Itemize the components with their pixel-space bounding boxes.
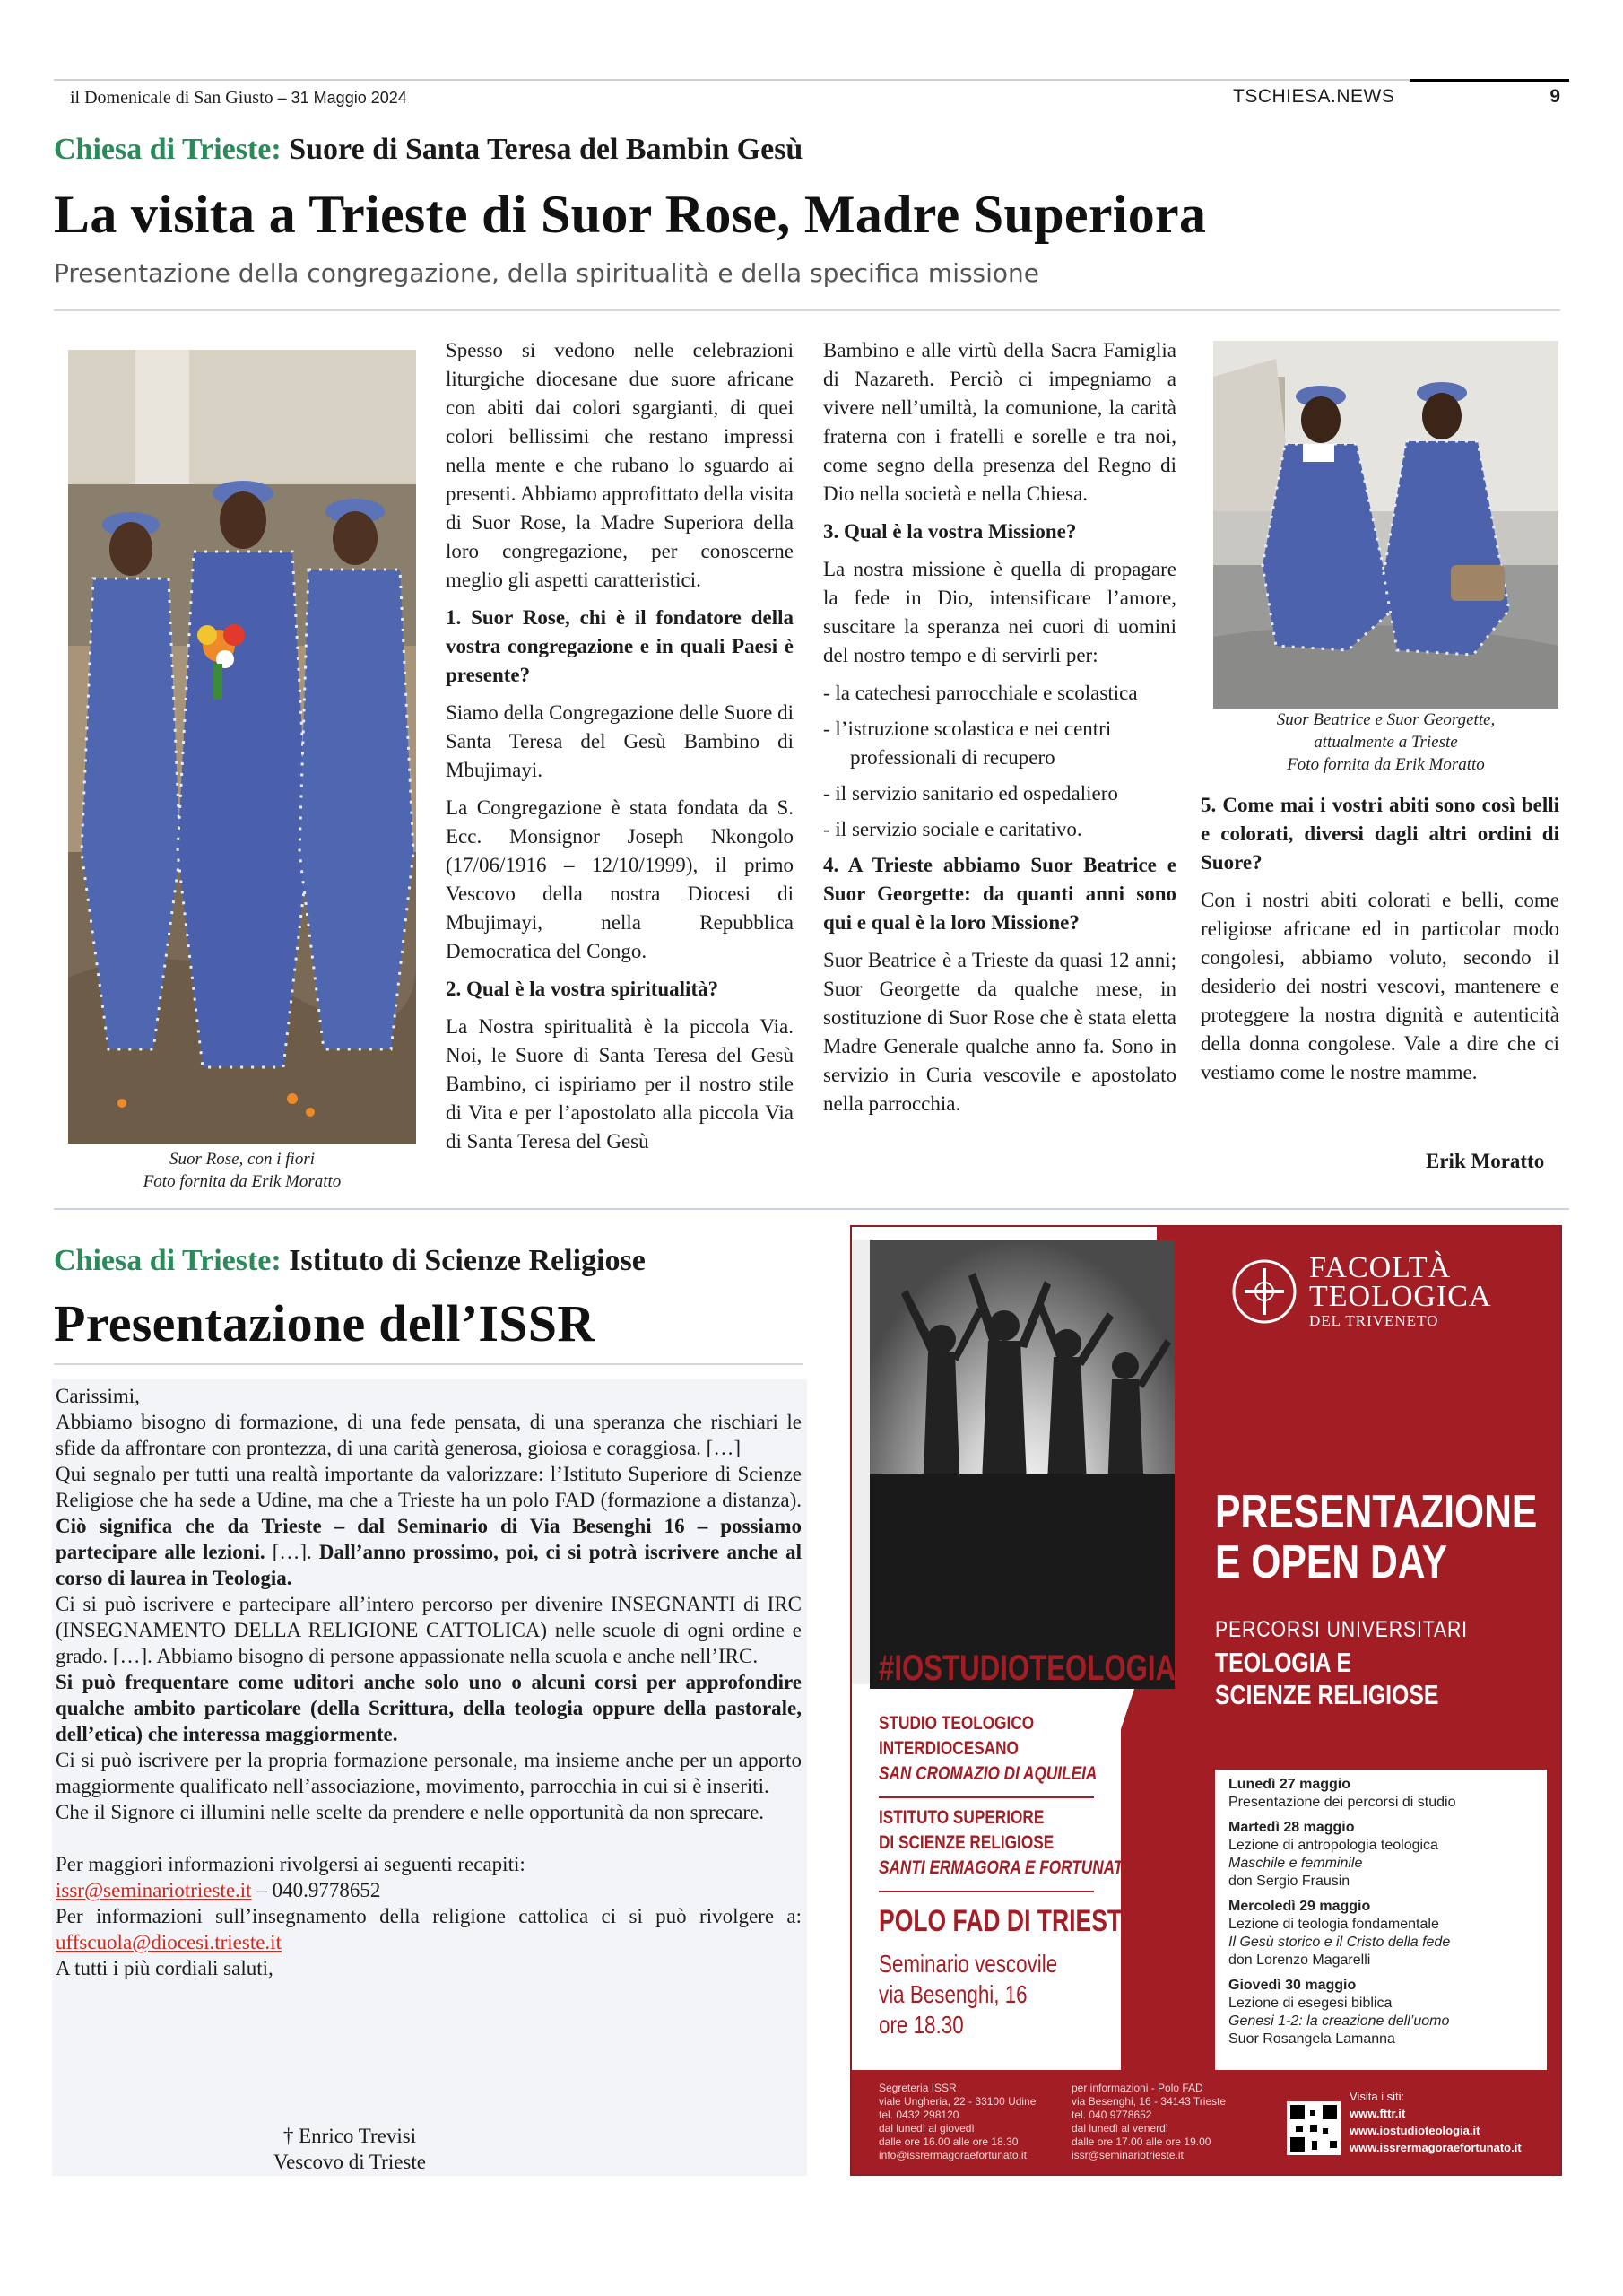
greeting: Carissimi, xyxy=(56,1385,140,1407)
photo-suor-rose-illustration xyxy=(68,350,416,1144)
paragraph-5: Ci si può iscrivere per la propria formazione personale, ma insieme anche per un apporto maggiormente qualificato nell’associazione, movimento, parrocchia in cui si è inseriti. xyxy=(56,1749,802,1797)
ad-headline xyxy=(1215,1487,1537,1587)
event-item xyxy=(1228,1776,1542,1812)
article2-title: Presentazione dell’ISSR xyxy=(54,1294,595,1352)
contact-intro: Per maggiori informazioni rivolgersi ai seguenti recapiti: xyxy=(56,1853,525,1875)
article1-title-rule xyxy=(54,309,1560,311)
ad-divider-1 xyxy=(879,1796,1094,1798)
publication-name: il Domenicale di San Giusto xyxy=(70,88,273,108)
ad-studio-teologico xyxy=(879,1711,1097,1787)
caption-credit: Foto fornita da Erik Moratto xyxy=(1287,755,1485,774)
studio-line-1: STUDIO TEOLOGICO xyxy=(879,1713,1035,1734)
paragraph-3: Ci si può iscrivere e partecipare all’intero percorso per divenire INSEGNANTI di IRC (INSEGNAMENTO DELLA RELIGIONE CATTOLICA) nelle scuole di ogni ordine e grado. […]. Abbiamo bisogno di persone appassionate nella scuola e anche nell’IRC. xyxy=(56,1593,802,1667)
bishop-signature xyxy=(215,2123,484,2175)
caption-line-1: Suor Beatrice e Suor Georgette, xyxy=(1276,710,1496,729)
footer2-line: per informazioni - Polo FAD xyxy=(1072,2082,1203,2094)
page-header xyxy=(54,79,1569,109)
footer1-line: dalle ore 16.00 alle ore 18.30 xyxy=(879,2135,1019,2148)
question-2: 2. Qual è la vostra spiritualità? xyxy=(446,978,719,1000)
p2-mid: […]. xyxy=(265,1541,319,1563)
site-link[interactable]: www.issrermagoraefortunato.it xyxy=(1350,2141,1522,2154)
site-name: TSCHIESA.NEWS xyxy=(1233,86,1395,107)
irc-email-link[interactable]: uffscuola@diocesi.trieste.it xyxy=(56,1931,282,1953)
answer-3: La nostra missione è quella di propagare la fede in Dio, intensificare l’amore, suscitare la speranza nei cuori di uomini del nostro tempo e di servirli per: xyxy=(823,558,1176,666)
kicker-topic: Istituto di Scienze Religiose xyxy=(289,1244,646,1277)
article1-title: La visita a Trieste di Suor Rose, Madre Superiora xyxy=(54,185,1207,244)
headline-line-2: E OPEN DAY xyxy=(1215,1536,1448,1588)
question-3: 3. Qual è la vostra Missione? xyxy=(823,520,1077,543)
visita-label: Visita i siti: xyxy=(1350,2090,1405,2103)
qr-code-icon xyxy=(1287,2101,1341,2155)
contact-line xyxy=(56,1877,802,1903)
photo-suor-rose xyxy=(68,350,416,1144)
mission-item-3: - il servizio sanitario ed ospedaliero xyxy=(823,782,1118,804)
event-day: Giovedì 30 maggio xyxy=(1228,1978,1357,1993)
event-line-2: Maschile e femminile xyxy=(1228,1856,1363,1871)
footer2-line: tel. 040 9778652 xyxy=(1072,2109,1152,2121)
signature-name: † Enrico Trevisi xyxy=(282,2125,417,2147)
footer1-line: viale Ungheria, 22 - 33100 Udine xyxy=(879,2095,1037,2108)
signature-role: Vescovo di Trieste xyxy=(273,2151,426,2173)
footer1-line: Segreteria ISSR xyxy=(879,2082,957,2094)
question-4: 4. A Trieste abbiamo Suor Beatrice e Suor Georgette: da quanti anni sono qui e qual è la loro Missione? xyxy=(823,854,1176,934)
paragraph-2 xyxy=(56,1461,802,1591)
faculty-name xyxy=(1309,1251,1492,1331)
teologia-line-2: SCIENZE RELIGIOSE xyxy=(1215,1679,1439,1710)
event-item xyxy=(1228,1819,1542,1891)
paragraph-6: Che il Signore ci illumini nelle scelte da prendere e nelle opportunità da non sprecare. xyxy=(56,1801,765,1823)
answer-1a: Siamo della Congregazione delle Suore di Santa Teresa del Gesù Bambino di Mbujimayi. xyxy=(446,701,794,781)
irc-line xyxy=(56,1903,802,1955)
photo-suor-rose-caption xyxy=(68,1148,416,1193)
answer-2-continued: Bambino e alle virtù della Sacra Famiglia di Nazareth. Perciò ci impegniamo a vivere nell’umiltà, la comunione, la carità fraterna con i fratelli e sorelle e tra noi, come segno della presenza del Regno di Dio nella società e nella Chiesa. xyxy=(823,339,1176,505)
article2-title-rule xyxy=(54,1363,803,1365)
event-line-3: Suor Rosangela Lamanna xyxy=(1228,2031,1395,2047)
site-link[interactable]: www.fttr.it xyxy=(1350,2107,1406,2120)
ad-footer-issr xyxy=(879,2082,1036,2162)
ad-percorsi: PERCORSI UNIVERSITARI xyxy=(1215,1617,1468,1642)
footer2-line: dal lunedì al venerdì xyxy=(1072,2122,1169,2135)
footer2-line: issr@seminariotrieste.it xyxy=(1072,2149,1184,2161)
event-day: Martedì 28 maggio xyxy=(1228,1820,1355,1835)
ad-polo: POLO FAD DI TRIESTE xyxy=(879,1904,1138,1938)
article2-body xyxy=(56,1383,802,1981)
event-line-1: Lezione di antropologia teologica xyxy=(1228,1838,1438,1853)
kicker-topic: Suore di Santa Teresa del Bambin Gesù xyxy=(289,133,803,166)
event-line-1: Lezione di esegesi biblica xyxy=(1228,1996,1393,2011)
event-item xyxy=(1228,1898,1542,1970)
footer1-line: tel. 0432 298120 xyxy=(879,2109,959,2121)
ad-divider-2 xyxy=(879,1891,1094,1892)
photo-suor-beatrice-georgette xyxy=(1213,341,1558,709)
photo-two-sisters-caption xyxy=(1213,709,1558,776)
article1-column-1 xyxy=(446,336,794,1165)
studio-line-2: INTERDIOCESANO xyxy=(879,1738,1019,1759)
mission-item-2: - l’istruzione scolastica e nei centri xyxy=(823,718,1112,740)
faculty-logo-icon xyxy=(1228,1256,1300,1327)
caption-line: Suor Rose, con i fiori xyxy=(169,1150,316,1169)
publication-info xyxy=(70,88,407,109)
p2-bold-1: Ciò significa che da Trieste – dal Seminario di Via Besenghi 16 – possiamo partecipare alle lezioni. xyxy=(56,1515,802,1563)
answer-1b: La Congregazione è stata fondata da S. Ecc. Monsignor Joseph Nkongolo (17/06/1916 – 12/10/1999), il primo Vescovo della nostra Diocesi di Mbujimayi, nella Repubblica Democratica del Congo. xyxy=(446,796,794,962)
footer2-line: dalle ore 17.00 alle ore 19.00 xyxy=(1072,2135,1211,2148)
p2-text: Qui segnalo per tutti una realtà importante da valorizzare: l’Istituto Superiore di Scienze Religiose che ha sede a Udine, ma che a Trieste ha un polo FAD (formazione a distanza). xyxy=(56,1463,802,1511)
istituto-line-2: DI SCIENZE RELIGIOSE xyxy=(879,1832,1055,1853)
closing: A tutti i più cordiali saluti, xyxy=(56,1957,273,1979)
photo-two-sisters-illustration xyxy=(1213,341,1558,709)
header-accent-rule xyxy=(1410,79,1569,82)
site-link[interactable]: www.iostudioteologia.it xyxy=(1350,2124,1480,2137)
contact-email-link[interactable]: issr@seminariotrieste.it xyxy=(56,1879,252,1901)
event-line-2: Genesi 1-2: la creazione dell’uomo xyxy=(1228,2013,1450,2029)
ad-silhouette-photo xyxy=(852,1240,1193,1689)
ad-events-list xyxy=(1228,1776,1542,2048)
article1-subtitle: Presentazione della congregazione, della spiritualità e della specifica missione xyxy=(54,258,1040,288)
event-day: Mercoledì 29 maggio xyxy=(1228,1899,1371,1914)
event-line-3: don Sergio Frausin xyxy=(1228,1874,1350,1889)
ad-seminario xyxy=(879,1949,1057,2040)
mission-item-1: - la catechesi parrocchiale e scolastica xyxy=(823,682,1138,704)
faculty-line-1: FACOLTÀ xyxy=(1309,1251,1452,1284)
mission-item-2-cont: professionali di recupero xyxy=(850,746,1055,769)
caption-line-2: attualmente a Trieste xyxy=(1314,733,1458,752)
answer-5: Con i nostri abiti colorati e belli, come religiose africane ed in particolar modo congolesi, abbiamo voluto, secondo il desiderio dei nostri vescovi, mantenere e proteggere la nostra dignità e autenticità della donna congolese. Vale a dire che ci vestiamo come le nostre mamme. xyxy=(1201,889,1559,1083)
ad-hashtag: #IOSTUDIOTEOLOGIA xyxy=(879,1648,1176,1688)
kicker-label: Chiesa di Trieste: xyxy=(54,133,282,166)
footer1-line: dal lunedì al giovedì xyxy=(879,2122,975,2135)
event-item xyxy=(1228,1977,1542,2048)
p2-bold-2: Dall’anno prossimo, poi, ci si potrà iscrivere anche al corso di laurea in Teologia. xyxy=(56,1541,802,1589)
event-line-3: don Lorenzo Magarelli xyxy=(1228,1952,1371,1968)
answer-2: La Nostra spiritualità è la piccola Via. Noi, le Suore di Santa Teresa del Gesù Bambino, ci ispiriamo per il nostro stile di Vita e per l’apostolato alla piccola Via di Santa Teresa del Gesù xyxy=(446,1015,794,1152)
caption-credit: Foto fornita da Erik Moratto xyxy=(143,1172,342,1191)
paragraph-4: Si può frequentare come uditori anche solo uno o alcuni corsi per approfondire qualche ambito particolare (della Scrittura, della teologia oppure della pastorale, dell’etica) che interessa maggiormente. xyxy=(56,1671,802,1745)
page-number: 9 xyxy=(1549,86,1560,107)
event-day: Lunedì 27 maggio xyxy=(1228,1777,1351,1792)
seminario-line-3: ore 18.30 xyxy=(879,2011,964,2039)
article2-kicker xyxy=(54,1244,646,1278)
seminario-line-1: Seminario vescovile xyxy=(879,1950,1058,1978)
spacer xyxy=(56,1825,802,1851)
article1-column-2 xyxy=(823,336,1176,1127)
irc-intro: Per informazioni sull’insegnamento della religione cattolica ci si può rivolgere a: xyxy=(56,1905,802,1927)
seminario-line-2: via Besenghi, 16 xyxy=(879,1980,1028,2008)
open-day-advert xyxy=(850,1225,1562,2176)
question-5: 5. Come mai i vostri abiti sono così belli e colorati, diversi dagli altri ordini di Suore? xyxy=(1201,794,1559,874)
event-line-1: Presentazione dei percorsi di studio xyxy=(1228,1795,1456,1810)
contact-phone: – 040.9778652 xyxy=(251,1879,381,1901)
event-line-1: Lezione di teologia fondamentale xyxy=(1228,1917,1439,1932)
event-line-2: Il Gesù storico e il Cristo della fede xyxy=(1228,1935,1451,1950)
question-1: 1. Suor Rose, chi è il fondatore della vostra congregazione e in quali Paesi è presente? xyxy=(446,606,794,686)
answer-4: Suor Beatrice è a Trieste da quasi 12 anni; Suor Georgette da qualche mese, in sostituzione di Suor Rose che è stata eletta Madre Generale qualche anno fa. Sono in servizio in Curia vescovile e apostolato nella parrocchia. xyxy=(823,949,1176,1115)
footer1-line: info@issrermagoraefortunato.it xyxy=(879,2149,1027,2161)
istituto-line-1: ISTITUTO SUPERIORE xyxy=(879,1807,1045,1828)
faculty-line-3: DEL TRIVENETO xyxy=(1309,1312,1439,1329)
article1-column-3 xyxy=(1201,791,1559,1096)
teologia-line-1: TEOLOGIA E xyxy=(1215,1647,1352,1678)
studio-line-3: SAN CROMAZIO DI AQUILEIA xyxy=(879,1763,1098,1784)
section-divider xyxy=(54,1208,1569,1210)
ad-teologia xyxy=(1215,1647,1438,1711)
faculty-line-2: TEOLOGICA xyxy=(1309,1280,1492,1313)
mission-item-4: - il servizio sociale e caritativo. xyxy=(823,818,1082,840)
ad-istituto xyxy=(879,1805,1134,1881)
footer2-line: via Besenghi, 16 - 34143 Trieste xyxy=(1072,2095,1227,2108)
intro-paragraph: Spesso si vedono nelle celebrazioni liturgiche diocesane due suore africane con abiti dai colori sgargianti, di quei colori bellissimi che restano impressi nella mente e che rubano lo sguardo ai presenti. Abbiamo approfittato della visita di Suor Rose, la Madre Superiora della loro congregazione, per conoscerne meglio gli aspetti caratteristici. xyxy=(446,339,794,591)
ad-footer-polo xyxy=(1072,2082,1226,2162)
headline-line-1: PRESENTAZIONE xyxy=(1215,1486,1538,1538)
paragraph-1: Abbiamo bisogno di formazione, di una fede pensata, di una speranza che rischiari le sfide da affrontare con prontezza, di una carità generosa, gioiosa e coraggiosa. […] xyxy=(56,1411,802,1459)
article1-author: Erik Moratto xyxy=(1426,1150,1545,1172)
ad-sites xyxy=(1350,2088,1522,2156)
istituto-line-3: SANTI ERMAGORA E FORTUNATO xyxy=(879,1857,1135,1878)
kicker-label: Chiesa di Trieste: xyxy=(54,1244,282,1277)
article1-kicker xyxy=(54,133,803,167)
publication-date: – 31 Maggio 2024 xyxy=(277,89,407,107)
